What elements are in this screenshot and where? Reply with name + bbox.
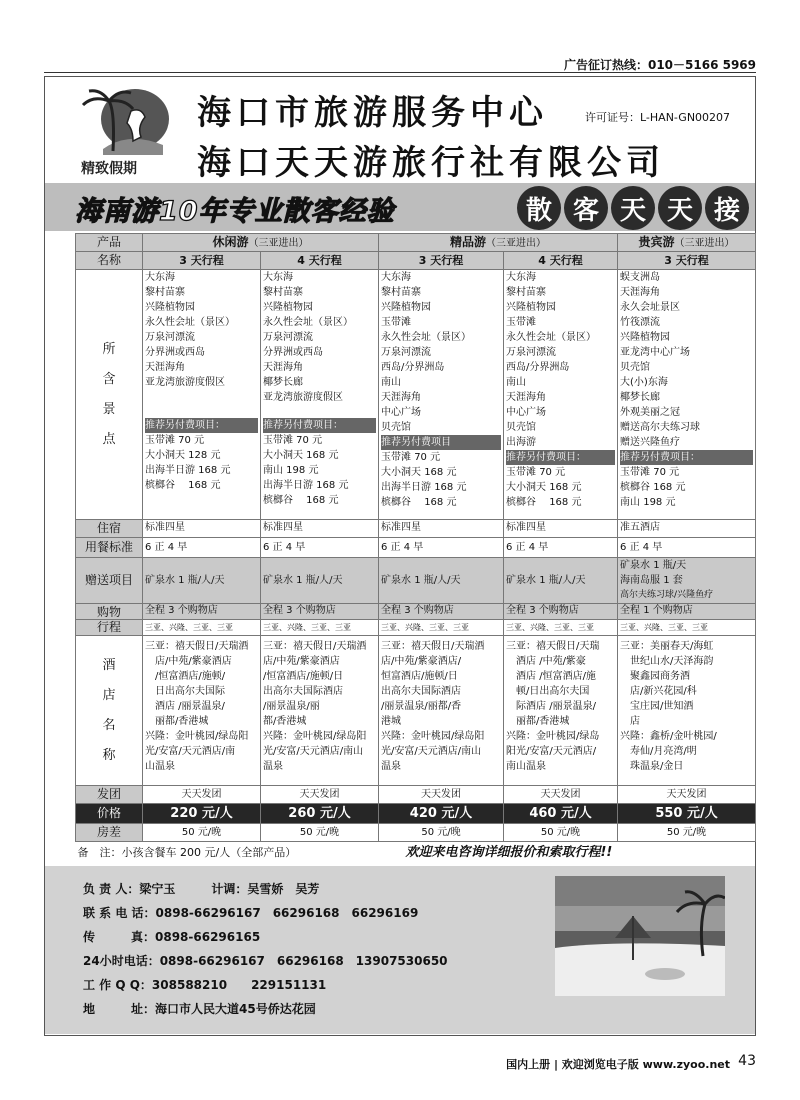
label-name: 名称: [76, 252, 143, 270]
daily-badges: [517, 186, 749, 230]
slogan-band: [45, 183, 755, 231]
label-sights: 所 含 景 点: [76, 270, 143, 520]
meals-row: [76, 538, 756, 558]
shopping-cell: 全程 3 个购物店: [261, 604, 379, 620]
itinerary-cell: 三亚、兴隆、三亚、三亚: [143, 620, 261, 636]
label-itinerary: 行程: [76, 620, 143, 636]
note-row: [76, 842, 756, 862]
accommodation-cell: 准五酒店: [618, 520, 756, 538]
group-boutique: 精品游（三亚进出）: [379, 234, 618, 252]
room-diff-cell: 50 元/晚: [143, 824, 261, 842]
contact-row: 24小时电话：0898-66296167 66296168 13907530650: [83, 954, 448, 968]
gift-cell: 矿泉水 1 瓶/人/天: [143, 558, 261, 604]
price-cell: 420 元/人: [379, 804, 504, 824]
shopping-cell: 全程 3 个购物店: [379, 604, 504, 620]
sights-cell: 大东海 黎村苗寨 兴隆植物园 永久性会址（景区） 万泉河漂流 分界洲或西岛 天涯海角 椰梦长廊 亚龙湾旅游度假区 推荐另付费项目： 玉带滩 70 元 大小洞天 168 元 南山 198 元 出海半日游 168 元 槟榔谷 168 元: [261, 270, 379, 520]
label-meals: 用餐标准: [76, 538, 143, 558]
gift-cell: 矿泉水 1 瓶/人/天: [379, 558, 504, 604]
meals-cell: 6 正 4 早: [143, 538, 261, 558]
days-cell: 4 天行程: [261, 252, 379, 270]
shopping-row: [76, 604, 756, 620]
accommodation-cell: 标准四星: [261, 520, 379, 538]
label-price: 价格: [76, 804, 143, 824]
itinerary-cell: 三亚、兴隆、三亚、三亚: [504, 620, 618, 636]
accommodation-row: [76, 520, 756, 538]
meals-cell: 6 正 4 早: [261, 538, 379, 558]
sights-cell: 大东海 黎村苗寨 兴隆植物园 永久性会址（景区） 万泉河漂流 分界洲或西岛 天涯海角 亚龙湾旅游度假区 推荐另付费项目： 玉带滩 70 元 大小洞天 128 元 出海半日游 168 元 槟榔谷 168 元: [143, 270, 261, 520]
days-cell: 4 天行程: [504, 252, 618, 270]
hotels-cell: 三亚：禧天假日/天瑞 酒店 /中苑/紫豪 酒店 /恒富酒店/施 顿/日出高尔夫国 际酒店 /丽景温泉/ 丽都/香港城 兴隆：金叶桃园/绿岛 阳光/安富/天元酒店/ 南山温泉: [504, 636, 618, 786]
days-row: [76, 252, 756, 270]
price-cell: 220 元/人: [143, 804, 261, 824]
meals-cell: 6 正 4 早: [504, 538, 618, 558]
hotels-cell: 三亚：禧天假日/天瑞酒 店/中苑/紫豪酒店/ 恒富酒店/施顿/日 出高尔夫国际酒店 /丽景温泉/丽都/香 港城 兴隆：金叶桃园/绿岛阳 光/安富/天元酒店/南山 温泉: [379, 636, 504, 786]
departure-cell: 天天发团: [261, 786, 379, 804]
recommend-extra-label: 推荐另付费项目: [381, 435, 501, 450]
hotels-cell: 三亚：禧天假日/天瑞酒 店/中苑/紫豪酒店 /恒富酒店/施顿/日 出高尔夫国际酒店 /丽景温泉/丽 都/香港城 兴隆：金叶桃园/绿岛阳 光/安富/天元酒店/南山 温泉: [261, 636, 379, 786]
license-number: 许可证号：L-HAN-GN00207: [585, 111, 731, 124]
group-vip: 贵宾游（三亚进出）: [618, 234, 756, 252]
note-text: 备 注：小孩含餐车 200 元/人（全部产品）: [77, 846, 297, 859]
itinerary-cell: 三亚、兴隆、三亚、三亚: [261, 620, 379, 636]
meals-cell: 6 正 4 早: [379, 538, 504, 558]
daily-char: 接: [705, 186, 749, 230]
itinerary-cell: 三亚、兴隆、三亚、三亚: [618, 620, 756, 636]
welcome-text: 欢迎来电咨询详细报价和索取行程!!: [405, 845, 613, 860]
price-row: [76, 804, 756, 824]
departure-cell: 天天发团: [618, 786, 756, 804]
accommodation-cell: 标准四星: [379, 520, 504, 538]
gift-cell: 矿泉水 1 瓶/人/天: [504, 558, 618, 604]
days-cell: 3 天行程: [379, 252, 504, 270]
recommend-extra-label: 推荐另付费项目：: [506, 450, 615, 465]
price-cell: 460 元/人: [504, 804, 618, 824]
header: [45, 77, 755, 183]
company-name-2: 海口天天游旅行社有限公司: [197, 143, 665, 183]
label-shopping: 购物: [76, 604, 143, 620]
shopping-cell: 全程 3 个购物店: [504, 604, 618, 620]
contact-row: 负 责 人：梁宁玉 计调：吴雪娇 吴芳: [83, 882, 320, 896]
meals-cell: 6 正 4 早: [618, 538, 756, 558]
sights-row: [76, 270, 756, 520]
label-accommodation: 住宿: [76, 520, 143, 538]
hotels-cell: 三亚：美丽春天/海虹 世纪山水/天泽海韵 聚鑫园商务酒 店/新兴花园/科 宝庄园/世知酒 店 兴隆：鑫桥/金叶桃园/ 寿仙/月亮湾/明 珠温泉/金日: [618, 636, 756, 786]
product-row: [76, 234, 756, 252]
note-cell: [76, 842, 756, 862]
recommend-extra-label: 推荐另付费项目：: [263, 418, 376, 433]
ad-hotline: 广告征订热线：010－5166 5969: [563, 58, 756, 72]
price-cell: 550 元/人: [618, 804, 756, 824]
tour-price-table: [75, 233, 756, 862]
room-diff-cell: 50 元/晚: [618, 824, 756, 842]
company-name-1: 海口市旅游服务中心: [197, 93, 548, 133]
footer-text: 国内上册 | 欢迎浏览电子版 www.zyoo.net: [506, 1058, 730, 1071]
daily-char: 天: [611, 186, 655, 230]
gift-cell: 矿泉水 1 瓶/人/天: [261, 558, 379, 604]
room-diff-row: [76, 824, 756, 842]
group-leisure: 休闲游（三亚进出）: [143, 234, 379, 252]
gifts-row: [76, 558, 756, 604]
days-cell: 3 天行程: [618, 252, 756, 270]
daily-char: 天: [658, 186, 702, 230]
contact-row: 工 作 Q Q：308588210 229151131: [83, 978, 327, 992]
contact-row: 地 址：海口市人民大道45号侨达花园: [83, 1002, 316, 1016]
label-gifts: 赠送项目: [76, 558, 143, 604]
room-diff-cell: 50 元/晚: [504, 824, 618, 842]
departure-row: [76, 786, 756, 804]
top-rule: [44, 72, 756, 73]
label-product: 产品: [76, 234, 143, 252]
hotels-cell: 三亚：禧天假日/天瑞酒 店/中苑/紫豪酒店 /恒富酒店/施顿/ 日出高尔夫国际 酒店 /丽景温泉/ 丽都/香港城 兴隆：金叶桃园/绿岛阳 光/安富/天元酒店/南 山温泉: [143, 636, 261, 786]
label-room-diff: 房差: [76, 824, 143, 842]
label-hotels: 酒 店 名 称: [76, 636, 143, 786]
shopping-cell: 全程 1 个购物店: [618, 604, 756, 620]
shopping-cell: 全程 3 个购物店: [143, 604, 261, 620]
itinerary-row: [76, 620, 756, 636]
room-diff-cell: 50 元/晚: [261, 824, 379, 842]
daily-char: 客: [564, 186, 608, 230]
beach-photo-icon: [555, 876, 725, 996]
contact-panel: [45, 866, 755, 1034]
slogan: 海南游10年专业散客经验: [75, 196, 395, 227]
itinerary-cell: 三亚、兴隆、三亚、三亚: [379, 620, 504, 636]
daily-char: 散: [517, 186, 561, 230]
departure-cell: 天天发团: [143, 786, 261, 804]
svg-text:精致假期: 精致假期: [81, 161, 137, 177]
days-cell: 3 天行程: [143, 252, 261, 270]
page-number: 43: [738, 1053, 756, 1069]
gift-cell: 矿泉水 1 瓶/天 海南岛服 1 套 高尔夫练习球/兴隆鱼疗: [618, 558, 756, 604]
palm-logo-icon: [73, 81, 183, 179]
contact-row: 联 系 电 话：0898-66296167 66296168 66296169: [83, 906, 419, 920]
contact-row: 传 真：0898-66296165: [83, 930, 261, 944]
accommodation-cell: 标准四星: [143, 520, 261, 538]
recommend-extra-label: 推荐另付费项目：: [145, 418, 258, 433]
accommodation-cell: 标准四星: [504, 520, 618, 538]
price-cell: 260 元/人: [261, 804, 379, 824]
sights-cell: 蜈支洲岛 天涯海角 永久会址景区 竹筏漂流 兴隆植物园 亚龙湾中心广场 贝壳馆 大(小)东海 椰梦长廊 外观美丽之冠 赠送高尔夫练习球 赠送兴隆鱼疗 推荐另付费项目： 玉带滩 70 元 槟榔谷 168 元 南山 198 元: [618, 270, 756, 520]
departure-cell: 天天发团: [379, 786, 504, 804]
room-diff-cell: 50 元/晚: [379, 824, 504, 842]
recommend-extra-label: 推荐另付费项目：: [620, 450, 753, 465]
hotels-row: [76, 636, 756, 786]
label-departure: 发团: [76, 786, 143, 804]
sights-cell: 大东海 黎村苗寨 兴隆植物园 玉带滩 永久性会址（景区） 万泉河漂流 西岛/分界洲岛 南山 天涯海角 中心广场 贝壳馆 出海游 推荐另付费项目： 玉带滩 70 元 大小洞天 168 元 槟榔谷 168 元: [504, 270, 618, 520]
sights-cell: 大东海 黎村苗寨 兴隆植物园 玉带滩 永久性会址（景区） 万泉河漂流 西岛/分界洲岛 南山 天涯海角 中心广场 贝壳馆 推荐另付费项目 玉带滩 70 元 大小洞天 168 元 出海半日游 168 元 槟榔谷 168 元: [379, 270, 504, 520]
departure-cell: 天天发团: [504, 786, 618, 804]
